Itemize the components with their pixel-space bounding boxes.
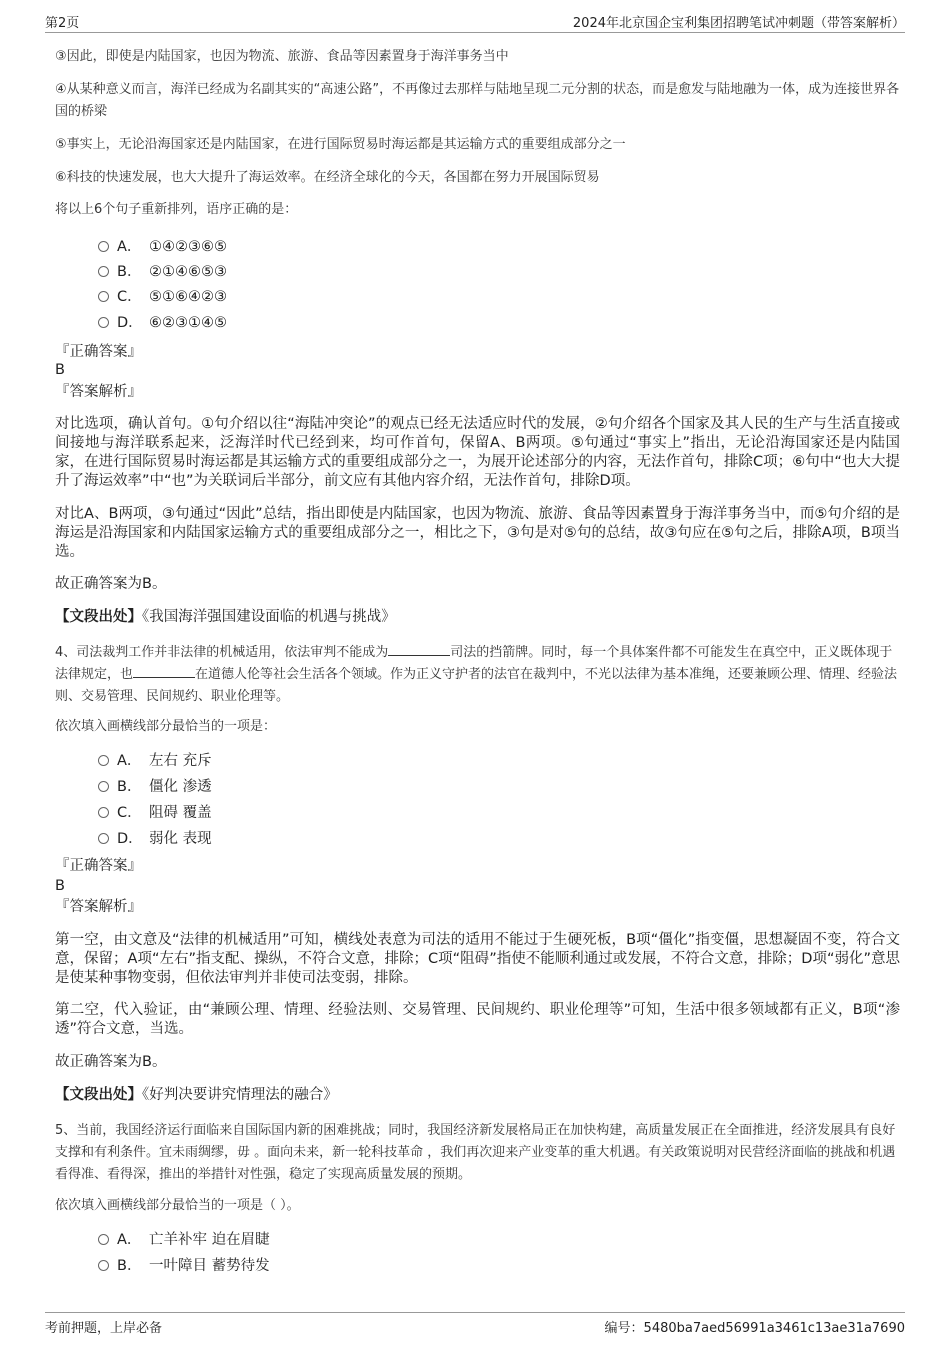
analysis-conclusion: 故正确答案为B。 [55,576,167,592]
question-5-text: 5、当前，我国经济运行面临来自国际国内新的困难挑战；同时，我国经济新发展格局正在加快构建，高质量发展正在全面推进，经济发展具有良好支撑和有利条件。宜未雨绸缪，毋 。面向未来，新一轮科技革命 ，我们再次迎来产业变革的重大机遇。有关政策说明对民营经济面临的挑战和机遇看得准、看得深，推出的举措针对性强，稳定了实现高质量发展的预期。 [55,1123,896,1182]
option-b[interactable]: B． 一叶障目 蓄势待发 [98,1255,270,1277]
radio-button[interactable] [98,755,109,766]
radio-button[interactable] [98,833,109,844]
option-b[interactable]: B． ②①④⑥⑤③ [98,261,227,283]
sentence-5: ⑤事实上，无论沿海国家还是内陆国家，在进行国际贸易时海运都是其运输方式的重要组成部分之一 [55,137,626,152]
radio-button[interactable] [98,807,109,818]
answer-label: 『正确答案』 [55,858,142,874]
question-prompt: 将以上6个句子重新排列，语序正确的是： [55,202,298,217]
sentence-3: ③因此，即使是内陆国家，也因为物流、旅游、食品等因素置身于海洋事务当中 [55,49,509,64]
answer-blank [388,643,450,656]
radio-button[interactable] [98,781,109,792]
analysis-paragraph: 对比A、B两项，③句通过“因此”总结，指出即使是内陆国家，也因为物流、旅游、食品等因素置身于海洋事务当中，而⑤句介绍的是海运是沿海国家和内陆国家运输方式的重要组成部分之一，相比之下，③句是对⑤句的总结，故③句应在⑤句之后，排除A项，B项当选。 [55,506,900,560]
analysis-conclusion: 故正确答案为B。 [55,1054,167,1070]
option-a[interactable]: A． ①④②③⑥⑤ [98,236,227,258]
option-a[interactable]: A． 左右 充斥 [98,750,212,772]
analysis-paragraph: 第二空，代入验证，由“兼顾公理、情理、经验法则、交易管理、民间规约、职业伦理等”可知，生活中很多领域都有正义，B项“渗透”符合文意，当选。 [55,1002,900,1037]
option-a[interactable]: A． 亡羊补牢 迫在眉睫 [98,1229,270,1251]
option-d[interactable]: D． 弱化 表现 [98,828,212,850]
analysis-label: 『答案解析』 [55,384,142,400]
page-footer [45,1312,905,1335]
option-d[interactable]: D． ⑥②③①④⑤ [98,312,227,334]
question-4-text: 4、司法裁判工作并非法律的机械适用，依法审判不能成为 司法的挡箭牌。同时，每一个具体案件都不可能发生在真空中，正义既体现于法律规定，也 在道德人伦等社会生活各个领域。作为正义守护者的法官在裁判中，不光以法律为基本准绳，还要兼顾公理、情理、经验法则、交易管理、民间规约、职业伦理等。 [55,645,898,704]
radio-button[interactable] [98,1260,109,1271]
source-citation: 【文段出处】《好判决要讲究情理法的融合》 [55,1087,338,1103]
document-title: 2024年北京国企宝利集团招聘笔试冲刺题（带答案解析） [572,16,905,31]
radio-button[interactable] [98,317,109,328]
radio-button[interactable] [98,291,109,302]
document-id: 编号：5480ba7aed56991a3461c13ae31a7690 [604,1321,905,1336]
analysis-paragraph: 第一空，由文意及“法律的机械适用”可知，横线处表意为司法的适用不能过于生硬死板，B项“僵化”指变僵，思想凝固不变，符合文意，保留；A项“左右”指支配、操纵，不符合文意，排除；C项“阻碍”指使不能顺利通过或发展，不符合文意，排除；D项“弱化”意思是使某种事物变弱，但依法审判并非使司法变弱，排除。 [55,932,900,986]
answer-value: B [55,362,65,378]
sentence-4: ④从某种意义而言，海洋已经成为名副其实的“高速公路”，不再像过去那样与陆地呈现二元分割的状态，而是愈发与陆地融为一体，成为连接世界各国的桥梁 [55,82,900,119]
analysis-paragraph: 对比选项，确认首句。①句介绍以往“海陆冲突论”的观点已经无法适应时代的发展，②句介绍各个国家及其人民的生产与生活直接或间接地与海洋联系起来，泛海洋时代已经到来，均可作首句，保留A、B两项。⑤句通过“事实上”指出，无论沿海国家还是内陆国家，在进行国际贸易时海运都是其运输方式的重要组成部分之一，为展开论述部分的内容，无法作首句，排除C项；⑥句中“也大大提升了海运效率”中“也”为关联词后半部分，前文应有其他内容介绍，无法作首句，排除D项。 [55,416,900,489]
option-b[interactable]: B． 僵化 渗透 [98,776,212,798]
analysis-label: 『答案解析』 [55,899,142,915]
radio-button[interactable] [98,241,109,252]
radio-button[interactable] [98,266,109,277]
radio-button[interactable] [98,1234,109,1245]
sentence-6: ⑥科技的快速发展，也大大提升了海运效率。在经济全球化的今天，各国都在努力开展国际贸易 [55,170,600,185]
source-citation: 【文段出处】《我国海洋强国建设面临的机遇与挑战》 [55,609,396,625]
answer-blank [133,665,195,678]
question-prompt: 依次填入画横线部分最恰当的一项是（ ）。 [55,1198,300,1213]
answer-value: B [55,878,65,894]
option-c[interactable]: C． ⑤①⑥④②③ [98,286,227,308]
page-header [45,12,905,33]
answer-label: 『正确答案』 [55,344,142,360]
option-c[interactable]: C． 阻碍 覆盖 [98,802,212,824]
footer-slogan: 考前押题，上岸必备 [45,1321,163,1336]
question-prompt: 依次填入画横线部分最恰当的一项是： [55,719,277,734]
page-number: 第2页 [45,16,80,31]
